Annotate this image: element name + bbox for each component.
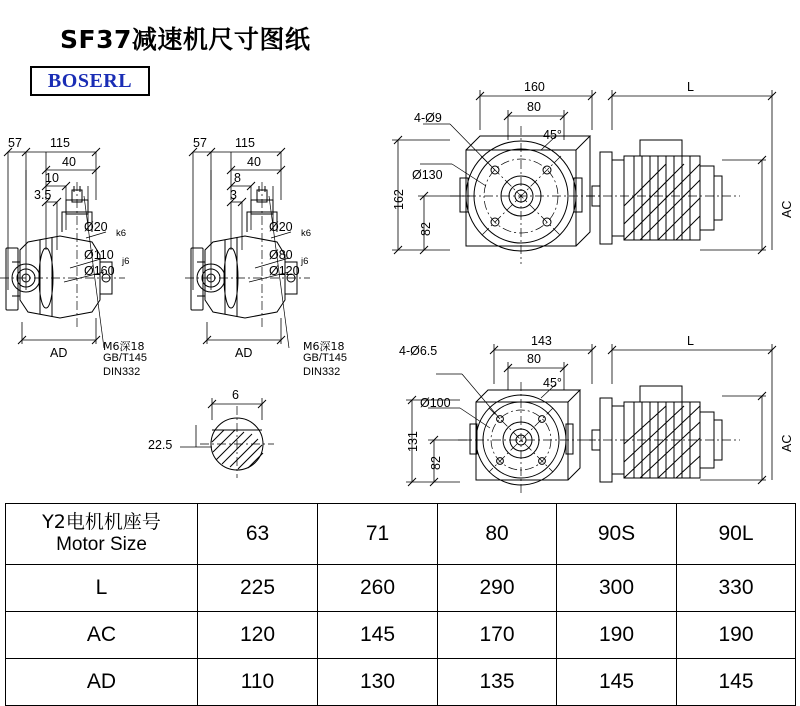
dim-bot-4xd65: 4-Ø6.5 — [399, 344, 438, 358]
table-header-size-90s: 90S — [557, 504, 677, 565]
dim-top-d130: Ø130 — [412, 168, 443, 182]
dim-left1-d110: Ø110 — [84, 248, 114, 262]
cell-AD-80: 135 — [438, 659, 557, 706]
dim-bot-AC: AC — [780, 434, 794, 452]
table-row — [6, 659, 796, 706]
note-left2-standard: GB/T145 — [303, 352, 348, 364]
dim-left1-d160: Ø160 — [84, 264, 115, 278]
dim-left1-j6: j6 — [122, 256, 130, 267]
dim-left2-8: 8 — [234, 171, 241, 185]
dim-left1-k6: k6 — [116, 228, 127, 239]
row-label-AC: AC — [6, 612, 198, 659]
dim-bot-L: L — [687, 334, 694, 348]
table-header-row — [6, 504, 796, 565]
cell-AC-63: 120 — [198, 612, 318, 659]
dim-left1-d20: Ø20 — [84, 220, 108, 234]
row-label-L: L — [6, 565, 198, 612]
cell-L-90s: 300 — [557, 565, 677, 612]
note-left2-thread: M6深18 — [303, 340, 345, 353]
dim-top-AC: AC — [780, 200, 794, 218]
cell-AD-71: 130 — [318, 659, 438, 706]
dim-top-45deg: 45° — [543, 128, 562, 142]
row-label-AD: AD — [6, 659, 198, 706]
note-left1-standard: GB/T145 — [103, 352, 148, 364]
table-header-size-80: 80 — [438, 504, 557, 565]
page-title: SF37减速机尺寸图纸 — [60, 25, 311, 54]
cell-AD-63: 110 — [198, 659, 318, 706]
cell-AC-90s: 190 — [557, 612, 677, 659]
table-header-motor-size-cjk: Y2电机机座号 — [42, 511, 161, 534]
dim-bot-131: 131 — [406, 431, 420, 452]
note-left1-thread: M6深18 — [103, 340, 145, 353]
dim-left2-d120: Ø120 — [269, 264, 300, 278]
table-header-motor-size — [6, 504, 198, 565]
dim-top-162: 162 — [392, 189, 406, 210]
dim-left1-10: 10 — [45, 171, 59, 185]
cell-L-71: 260 — [318, 565, 438, 612]
dim-bot-80: 80 — [527, 352, 541, 366]
table-header-size-71: 71 — [318, 504, 438, 565]
dim-bot-45deg: 45° — [543, 376, 562, 390]
dim-left1-40: 40 — [62, 155, 76, 169]
table-row — [6, 612, 796, 659]
dim-key-6: 6 — [232, 388, 239, 402]
note-left2-din: DIN332 — [303, 366, 341, 378]
table-header-size-63: 63 — [198, 504, 318, 565]
brand-logo: BOSERL — [47, 69, 133, 92]
dim-top-160: 160 — [524, 80, 545, 94]
dim-left2-115: 115 — [235, 136, 255, 150]
dim-left1-57: 57 — [8, 136, 22, 150]
dim-left2-57: 57 — [193, 136, 207, 150]
dim-left1-AD: AD — [50, 346, 68, 360]
table-header-size-90l: 90L — [677, 504, 796, 565]
dim-left2-j6: j6 — [301, 256, 309, 267]
dim-top-L: L — [687, 80, 694, 94]
cell-AC-90l: 190 — [677, 612, 796, 659]
table-row — [6, 565, 796, 612]
dim-bot-143: 143 — [531, 334, 552, 348]
cell-L-63: 225 — [198, 565, 318, 612]
dim-key-22p5: 22.5 — [148, 438, 173, 452]
dim-left1-3p5: 3.5 — [34, 188, 52, 202]
cell-AC-71: 145 — [318, 612, 438, 659]
dim-top-82: 82 — [419, 222, 433, 236]
dim-left2-AD: AD — [235, 346, 253, 360]
dim-top-4xd9: 4-Ø9 — [414, 111, 442, 125]
dim-bot-82: 82 — [429, 456, 443, 470]
table-header-motor-size-en: Motor Size — [56, 534, 147, 555]
cell-L-80: 290 — [438, 565, 557, 612]
dim-left2-k6: k6 — [301, 228, 312, 239]
dim-left2-3: 3 — [230, 188, 237, 202]
cell-AC-80: 170 — [438, 612, 557, 659]
dim-left2-40: 40 — [247, 155, 261, 169]
cell-AD-90s: 145 — [557, 659, 677, 706]
cell-AD-90l: 145 — [677, 659, 796, 706]
dim-bot-d100: Ø100 — [420, 396, 451, 410]
dim-top-80: 80 — [527, 100, 541, 114]
dim-left2-d20: Ø20 — [269, 220, 293, 234]
cell-L-90l: 330 — [677, 565, 796, 612]
dim-left1-115: 115 — [50, 136, 70, 150]
dim-left2-d80: Ø80 — [269, 248, 293, 262]
motor-size-table — [5, 503, 796, 706]
note-left1-din: DIN332 — [103, 366, 141, 378]
